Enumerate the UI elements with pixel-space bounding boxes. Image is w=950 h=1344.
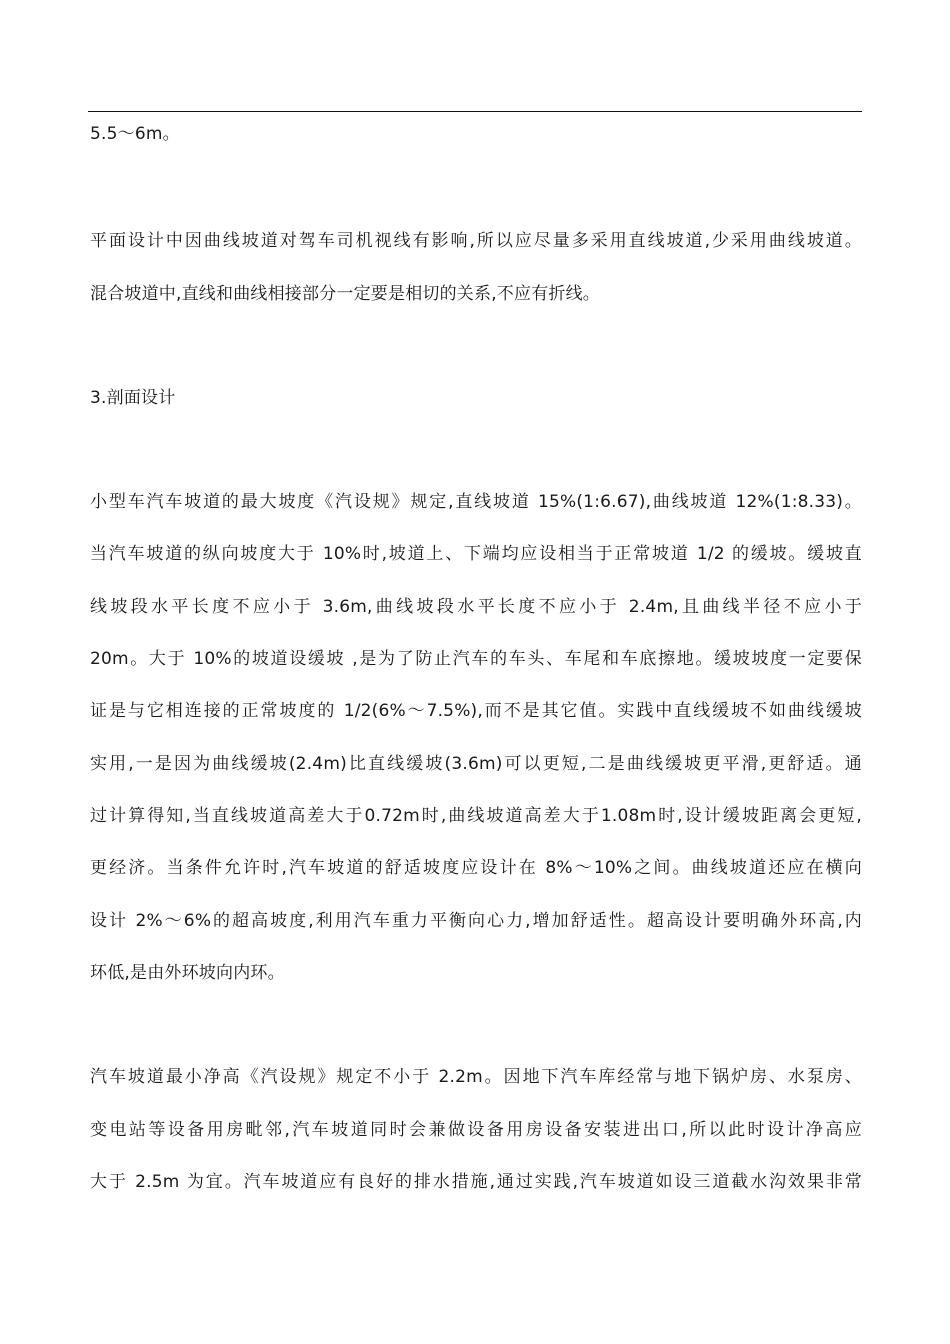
text-line: 线坡段水平长度不应小于 3.6m,曲线坡段水平长度不应小于 2.4m,且曲线半径不应小于 xyxy=(90,597,862,617)
text-line: 实用,一是因为曲线缓坡(2.4m)比直线缓坡(3.6m)可以更短,二是曲线缓坡更平滑,更舒适。通 xyxy=(90,754,862,774)
text-line-continuation: 5.5～6m。 xyxy=(90,124,180,144)
header-rule xyxy=(88,111,862,112)
text-line: 证是与它相连接的正常坡度的 1/2(6%～7.5%),而不是其它值。实践中直线缓坡不如曲线缓坡 xyxy=(90,701,862,721)
section-heading: 3.剖面设计 xyxy=(90,388,176,408)
text-line: 大于 2.5m 为宜。汽车坡道应有良好的排水措施,通过实践,汽车坡道如设三道截水沟效果非常 xyxy=(90,1172,862,1192)
text-line: 当汽车坡道的纵向坡度大于 10%时,坡道上、下端均应设相当于正常坡道 1/2 的缓坡。缓坡直 xyxy=(90,544,862,564)
text-line: 环低,是由外环坡向内环。 xyxy=(90,963,285,983)
text-line: 平面设计中因曲线坡道对驾车司机视线有影响,所以应尽量多采用直线坡道,少采用曲线坡道。 xyxy=(90,231,862,251)
text-line: 更经济。当条件允许时,汽车坡道的舒适坡度应设计在 8%～10%之间。曲线坡道还应在横向 xyxy=(90,858,862,878)
text-line: 小型车汽车坡道的最大坡度《汽设规》规定,直线坡道 15%(1:6.67),曲线坡道 12%(1:8.33)。 xyxy=(90,492,862,512)
text-line: 过计算得知,当直线坡道高差大于0.72m时,曲线坡道高差大于1.08m时,设计缓坡距离会更短, xyxy=(90,806,862,826)
text-line: 设计 2%～6%的超高坡度,利用汽车重力平衡向心力,增加舒适性。超高设计要明确外环高,内 xyxy=(90,911,862,931)
text-line: 变电站等设备用房毗邻,汽车坡道同时会兼做设备用房设备安装进出口,所以此时设计净高应 xyxy=(90,1120,862,1140)
text-line: 汽车坡道最小净高《汽设规》规定不小于 2.2m。因地下汽车库经常与地下锅炉房、水泵房、 xyxy=(90,1067,862,1087)
text-line: 20m。大于 10%的坡道设缓坡 ,是为了防止汽车的车头、车尾和车底擦地。缓坡坡度一定要保 xyxy=(90,649,862,669)
text-line: 混合坡道中,直线和曲线相接部分一定要是相切的关系,不应有折线。 xyxy=(90,284,601,304)
